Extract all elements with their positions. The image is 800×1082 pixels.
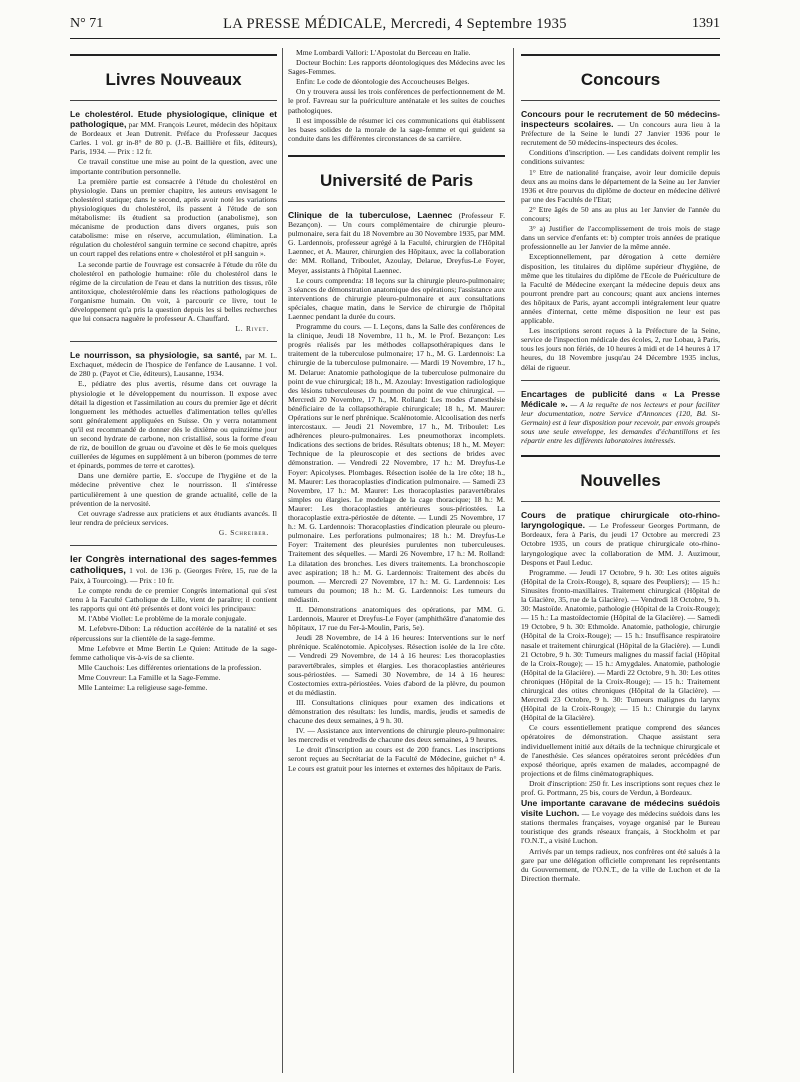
column-3	[521, 48, 720, 1073]
article-heading	[288, 210, 505, 275]
section-title-livres: Livres Nouveaux	[105, 70, 242, 89]
article-title: Concours pour le recrutement de 50 médecins-inspecteurs scolaires.	[521, 109, 720, 130]
article-heading	[70, 109, 277, 156]
section-rule	[288, 201, 505, 202]
article-title: Une importante caravane de médecins suédois visite Luchon.	[521, 798, 720, 819]
article-nourrisson	[70, 350, 277, 537]
paragraph: Le cours comprendra: 18 leçons sur la chirurgie pleuro-pulmonaire; 3 séances de démonstration anatomique des opérations; l'assistance aux interventions de chirurgie pleuro-pulmonaire et aux consultations spéciales, chaque matin, dans le Service de chirurgie de l'hôpital Laennec pendant la durée du cours.	[288, 275, 505, 321]
paragraph: Droit d'inscription: 250 fr. Les inscriptions sont reçues chez le prof. G. Portmann, 25 bis, cours de Verdun, à Bordeaux.	[521, 778, 720, 797]
paragraph: Ce travail constitue une mise au point de la question, avec une importante contribution personnelle.	[70, 157, 277, 176]
section-rule	[288, 155, 505, 157]
paragraph: 1° Etre de nationalité française, avoir leur domicile depuis deux ans au moins dans le département de la Seine au 1er Janvier 1936 et être pourvus du diplôme de docteur en médecine délivré par une des Facultés de l'Etat;	[521, 167, 720, 204]
article-rule	[521, 380, 720, 381]
paragraph: Le droit d'inscription au cours est de 200 francs. Les inscriptions seront reçues au Secrétariat de la Faculté de Médecine, guichet n° 4. Le cours est gratuit pour les internes et externes des hôpitaux de Paris.	[288, 745, 505, 773]
article-encartages	[521, 389, 720, 446]
paragraph: III. Consultations cliniques pour examen des indications et démonstration des résultats: les lundis, mardis, jeudis et samedis de chacune des deux semaines, à 9 h. 30.	[288, 697, 505, 726]
paragraph: Programme. — Jeudi 17 Octobre, 9 h. 30: Les otites aiguës (Hôpital de la Croix-Rouge), 8, square des Peupliers); — 15 h.: Sinusites fronto-maxillaires. Traitement chirurgical (Hôpital de la Glacière, 35, rue de la Glacière). — Vendredi 18 Octobre, 9 h. 30: Mastoïde. Anatomie, pathologie (Hôpital de la Croix-Rouge); — 15 h.: La mastoïdectomie (Hôpital de la Glacière). — Samedi 19 Octobre, 9 h. 30: Ethmoïde. Anatomie, pathologie, chirurgie (Hôpital de la Croix-Rouge); — 15 h.: Insuffisance respiratoire nasale et traitement chirurgical (Hôpital de la Glacière). — Lundi 21 Octobre, 9 h. 30: Tumeurs malignes du massif facial (Hôpital de la Croix-Rouge); — 15 h.: Amygdales. Anatomie, pathologie (Hôpital de la Glacière). — Mardi 22 Octobre, 9 h. 30: Les otites chroniques (Hôpital de la Croix-Rouge); — 15 h.: Traitement chirurgical des otites chroniques (Hôpital de la Glacière). — Mercredi 23 Octobre, 9 h. 30: Tumeurs malignes du larynx (Hôpital de la Croix-Rouge); — 15 h.: Chirurgie du larynx (Hôpital de la Glacière).	[521, 567, 720, 723]
paragraph: E., pédiatre des plus avertis, résume dans cet ouvrage la physiologie et le développement du nourrisson. Il expose avec détail la digestion et l'assimilation au cours du premier âge et décrit longuement les méthodes actuelles d'alimentation telles qu'elles sont généralement appliquées en Suisse. On y verra notamment qu'il est recommandé de donner dès le dixième ou quinzième jour un second hydrate de carbone, non cristallisé, sous la forme d'eau de riz, de bouillon de gruau ou d'avoine et dès le 6e mois quelques cuillerées de légumes en supplément à un biberon (pommes de terre et épinards, pommes de terre et carottes).	[70, 379, 277, 471]
section-rule	[521, 501, 720, 502]
article-title: Clinique de la tuberculose, Laennec	[288, 209, 453, 220]
paragraph: Dans une dernière partie, E. s'occupe de l'hygiène et de la médecine préventive chez le nourrisson. Il s'intéresse particulièrement à une question de grande actualité, celle de la prévention de la nervosité.	[70, 471, 277, 508]
section-title-universite: Université de Paris	[319, 170, 474, 190]
report-item: Enfin: Le code de déontologie des Accoucheuses Belges.	[296, 77, 470, 87]
paragraph: On y trouvera aussi les trois conférences de perfectionnement de M. le prof. Favreau sur la puériculture anténatale et les suites de couches pathologiques.	[288, 87, 505, 115]
article-lead: — Le Professeur Georges Portmann, de Bordeaux, fera à Paris, du jeudi 17 Octobre au mercredi 23 Octobre 1935, un cours de pratique chirurgicale oto-rhino-laryngologique avec la collaboration de MM. J. Auzimour, Despons et Paul Leduc.	[521, 521, 720, 567]
column-divider	[282, 48, 283, 1073]
article-lead: — Un concours aura lieu à la Préfecture de la Seine le lundi 27 Janvier 1936 pour le recrutement de 50 médecins-inspecteurs des écoles.	[521, 120, 720, 148]
article-heading	[521, 389, 720, 446]
paragraph: Il est impossible de résumer ici ces communications qui établissent les bases solides de la morale de la sage-femme et qui guident sa conduite dans les différentes circonstances de sa carrière.	[288, 115, 505, 143]
paragraph: Les inscriptions seront reçues à la Préfecture de la Seine, service de l'inspection médicale des écoles, 2, rue Lobau, à Paris, tous les jours non fériés, de 10 heures à midi et de 14 heures à 17 heures, du 18 Novembre jusqu'au 24 Décembre 1935 inclus, délai de rigueur.	[521, 326, 720, 372]
column-divider	[513, 48, 514, 1073]
article-heading	[521, 109, 720, 147]
section-rule	[521, 54, 720, 56]
paragraph: II. Démonstrations anatomiques des opérations, par MM. G. Lardennois, Maurer et Dreyfus-Le Foyer (amphithéâtre d'anatomie des hôpitaux, 17 rue du Fer-à-Moulin, Paris, 5e).	[288, 604, 505, 633]
article-concours-inspecteurs	[521, 109, 720, 372]
article-cholesterol	[70, 109, 277, 333]
paragraph: La première partie est consacrée à l'étude du cholestérol en physiologie. Dans un premier chapitre, les auteurs envisagent le cholestérol statique; dans le second, après avoir noté les variations physiologiques du cholestérol, ils passent à l'étude de son métabolisme: ils étudient sa production (anabolisme), son mécanisme de production dans divers organes, puis son catabolisme: mise en réserve, accumulation, élimination. La régulation du cholestérol sanguin termine ce second chapitre, après un court rappel des relations entre « cholestérol et pH sanguin ».	[70, 176, 277, 259]
article-heading	[521, 510, 720, 567]
paragraph: Cet ouvrage s'adresse aux praticiens et aux étudiants avancés. Il leur rendra de précieux services.	[70, 508, 277, 527]
paragraph: Ce cours essentiellement pratique comprend des séances opératoires de démonstration. Chaque assistant sera individuellement initié aux détails de la technique chirurgicale et de l'anesthésie. Ces séances opératoires seront précédées d'un exposé théorique, après examen de malades, accompagné de projections et de films cinématographiques.	[521, 723, 720, 778]
article-clinique-tuberculose	[288, 210, 505, 773]
page-number: 1391	[692, 16, 720, 31]
paragraph: Le compte rendu de ce premier Congrès international qui s'est tenu à la Faculté Catholique de Lille, vient de paraître; il contient les rapports qui ont été présentés et dont voici les principaux:	[70, 586, 277, 614]
section-title-nouvelles: Nouvelles	[580, 471, 661, 491]
column-2	[288, 48, 505, 1073]
article-reference: par MM. François Leuret, médecin des hôpitaux de Bordeaux et Jean Dutrenit. Préface du Professeur Jacques Carles. 1 vol. gr in-8° de 80 p. (J.-B. Baillière et fils, éditeurs), Paris, 1934. — Prix : 12 fr.	[70, 120, 277, 157]
report-item: Mme Couvreur: La Famille et la Sage-Femme.	[78, 672, 221, 682]
paragraph: Conditions d'inscription. — Les candidats doivent remplir les conditions suivantes:	[521, 148, 720, 167]
article-title: Cours de pratique chirurgicale oto-rhino-laryngologique.	[521, 510, 720, 531]
section-rule	[521, 100, 720, 101]
article-rule	[70, 545, 277, 546]
article-cours-orl	[521, 510, 720, 797]
article-title: Le nourrisson, sa physiologie, sa santé,	[70, 350, 242, 361]
article-author: G. Schreiber.	[218, 527, 269, 537]
paragraph: Arrivés par un temps radieux, nos confrères ont été salués à la gare par une délégation officielle comprenant les représentants du Gouvernement, de l'O.N.T., de la ville de Luchon et de la Direction thermale.	[521, 846, 720, 883]
section-rule	[70, 54, 277, 56]
article-title: Le cholestérol. Etude physiologique, clinique et pathologique,	[70, 109, 277, 130]
report-item: Mme Lombardi Vallori: L'Apostolat du Berceau en Italie.	[296, 48, 471, 57]
article-heading	[70, 350, 277, 378]
issue-number: N° 71	[70, 16, 104, 31]
article-reference: 1 vol. de 136 p. (Georges Frère, 15, rue de la Paix, à Tourcoing). — Prix : 10 fr.	[70, 565, 277, 585]
report-item: M. Lefebvre-Dibon: La réduction accélérée de la natalité et ses répercussions sur la clientèle de la sage-femme.	[70, 624, 277, 643]
report-item: M. l'Abbé Viollet: Le problème de la morale conjugale.	[78, 614, 247, 624]
article-lead: — A la requête de nos lecteurs et pour faciliter leur documentation, notre Service d'Annonces (120, Bd. St-Germain) est à leur disposition pour recevoir, par envois groupés sous une seule enveloppe, les demandes d'échantillons et les répartir entre les différents laboratoires intéressés.	[521, 399, 720, 446]
article-title: Ier Congrès international des sages-femmes catholiques,	[70, 553, 277, 576]
paragraph: Jeudi 28 Novembre, de 14 à 16 heures: Interventions sur le nerf phrénique. Scalénotomie. Apicolyses. Résection isolée de la 1re côte. — Vendredi 29 Novembre, de 14 à 16 heures: Les thoracoplasties paravertébrales, simples et élargies. Les thoracoplasties antérieures sous-périostées. — Samedi 30 Novembre, de 14 à 16 heures: Costectomies extra-périostées. Voies d'abord de la plèvre, du poumon et du médiastin.	[288, 633, 505, 697]
paragraph: IV. — Assistance aux interventions de chirurgie pleuro-pulmonaire: les mercredis et vendredis de chacune des deux semaines, à 9 heures.	[288, 726, 505, 745]
report-item: Mme Lefebvre et Mme Bertin Le Quien: Attitude de la sage-femme catholique vis-à-vis de sa cliente.	[70, 643, 277, 662]
article-reference: par M. L. Exchaquet, médecin de l'hospice de l'enfance de Lausanne. 1 vol. de 280 p. (Payot et Cie, éditeurs), Lausanne, 1934.	[70, 351, 277, 379]
article-congres-sages-femmes	[70, 554, 277, 692]
paragraph: 3° a) Justifier de l'accomplissement de trois mois de stage dans un service d'enfants et: b) compter trois années de pratique professionnelle au 1er Janvier de la même année.	[521, 224, 720, 252]
article-caravane-luchon	[521, 798, 720, 883]
article-author: L. Rivet.	[235, 324, 269, 334]
report-item: Mlle Lanteime: La religieuse sage-femme.	[78, 682, 208, 692]
article-congres-continued	[288, 48, 505, 143]
article-rule	[70, 341, 277, 342]
section-rule	[521, 455, 720, 457]
section-title-concours: Concours	[580, 70, 661, 89]
paragraph: Exceptionnellement, par dérogation à cette dernière disposition, les titulaires du diplôme supérieur d'hygiène, de même que les titulaires du diplôme de l'Ecole de Puériculture de la Faculté de Médecine exerçant la médecine depuis deux ans pourront prendre part au concours; quant aux anciens internes des hôpitaux de Paris, ayant accompli intégralement leur quatre années d'internat, cette même disposition ne leur est pas applicable.	[521, 252, 720, 326]
article-title: Encartages de publicité dans « La Presse Médicale ».	[521, 388, 720, 409]
report-item: Mlle Cauchois: Les différentes orientations de la profession.	[78, 662, 262, 672]
paragraph: 2° Etre âgés de 50 ans au plus au 1er Janvier de l'année du concours;	[521, 204, 720, 224]
article-lead: — Le voyage des médecins suédois dans les stations thermales françaises, voyage organisé par le Bureau touristique des grands réseaux français, à Stockholm et par l'O.N.T., a visité Luchon.	[521, 809, 720, 846]
article-heading	[521, 798, 720, 845]
report-item: Docteur Bochin: Les rapports déontologiques des Médecins avec les Sages-Femmes.	[288, 58, 505, 77]
column-1	[70, 48, 277, 1073]
article-heading	[70, 554, 277, 585]
section-rule	[70, 100, 277, 101]
masthead-title: LA PRESSE MÉDICALE, Mercredi, 4 Septembre 1935	[223, 16, 567, 32]
page-header	[70, 16, 720, 39]
paragraph: Programme du cours. — I. Leçons, dans la Salle des conférences de la clinique, Jeudi 18 Novembre, 11 h., M. le Prof. Bezançon: Les progrès réalisés par les méthodes collapsothérapiques dans le traitement de la tuberculose pulmonaire; 17 h., M. G. Lardennois: La chirurgie de la tuberculose pulmonaire. — Mardi 19 Novembre, 17 h., M. Delarue: Anatomie pathologique de la tuberculose pulmonaire du point de vue chirurgical; 18 h., M. Azoulay: Investigation radiologique des lésions tuberculeuses du poumon du point de vue chirurgical. — Mercredi 20 Novembre, 17 h., M. Rolland: Les modes d'anesthésie bénéficiaire de la collapsothérapie chirurgicale; 18 h., M. Maurer: Opérations sur le nerf phrénique. Scalénotomie. Alcoolisation des nerfs intercostaux. — Jeudi 21 Novembre, 17 h., M. Triboulet: Les adhérences pleuro-pulmonaires. Les pneumothorax incomplets. Indications des sections de brides. Résultats obtenus; 18 h., M. Meyer: Technique de la pleuroscopie et des sections de brides avec démonstration. — Vendredi 22 Novembre, 17 h.: M. Dreyfus-Le Foyer: Apicolyses. Plombages. Résection isolée de la 1re côte; 18 h., M. Maurer: Les thoracoplasties d'indication pulmonaire. — Samedi 23 Novembre, 17 h.: M. Maurer: Les thoracoplasties paravertébrales simples ou élargies. Le modelage de la cage thoracique; 18 h.: M. Maurer: Les thoracoplasties antérieures sous-périostées. La thoracoplastie extra-périostée de détente. — Lundi 25 Novembre, 17 h.: M. G. Lardennois: Thoracoplasties d'indication pleurale ou pleuro-pulmonaire. Les perforations pulmonaires; 18 h.: M. Dreyfus-Le Foyer: Traitement des pleurésies purulentes non tuberculeuses. Traitement des séquelles. — Mardi 26 Novembre, 17 h.: M. Rolland: La dilatation des bronches. Les divers traitements. La bronchoscopie avec aspiration; 18 h.: M. G. Lardennois: Traitement des abcès du poumon. — Mercredi 27 Novembre, 17 h.: M. G. Lardennois: Les tumeurs du poumon; 18 h.: M. G. Lardennois: Les tumeurs du médiastin.	[288, 322, 505, 604]
article-reference: (Professeur F. Bezançon). — Un cours complémentaire de chirurgie pleuro-pulmonaire, sera fait du 18 Novembre au 30 Novembre 1935, par MM. G. Lardennois, professeur agrégé à la Faculté, chirurgien de l'Hôpital Laennec, et A. Maurer, chirurgien des Hôpitaux, avec la collaboration de: MM. Rolland, Triboulet, Azoulay, Delarue, Dreyfus-Le Foyer, Meyer, assistants à l'hôpital Laennec.	[288, 210, 505, 275]
paragraph: La seconde partie de l'ouvrage est consacrée à l'étude du rôle du cholestérol en pathologie humaine: rôle du cholestérol dans le régime de la circulation de l'eau et dans la nutrition des tissus, rôle antitoxique, cholestérolémie dans les réactions pathologiques de l'organisme humain. On voit, à parcourir ce livre, tout le développement qu'a pris la question depuis les si belles recherches que lui consacra naguère le professeur A. Chauffard.	[70, 259, 277, 324]
